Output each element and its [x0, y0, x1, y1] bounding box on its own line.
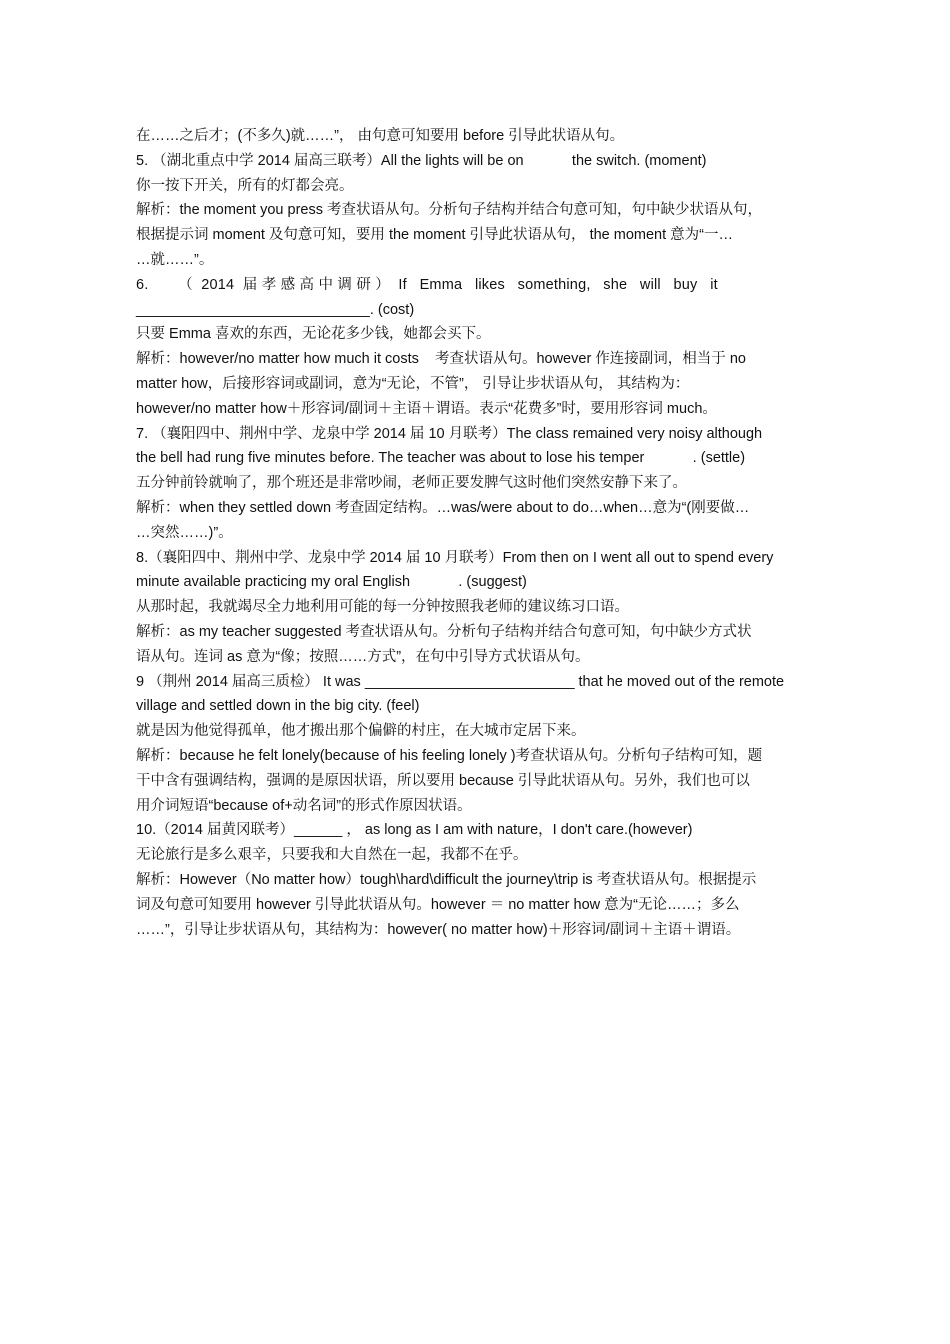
question-7-line: 7. （襄阳四中、荆州中学、龙泉中学 2014 届 10 月联考）The class remained very noisy although [136, 425, 763, 442]
question-10-line: 10.（2014 届黄冈联考）______ ， as long as I am with nature，I don't care.(however) [136, 822, 693, 839]
question-5-line: 5. （湖北重点中学 2014 届高三联考）All the lights will be on the switch. (moment) [136, 152, 707, 169]
text-line: the bell had rung five minutes before. The teacher was about to lose his temper . (settle) [136, 450, 746, 467]
text-line: minute available practicing my oral English . (suggest) [136, 574, 527, 591]
text-line: village and settled down in the big city. (feel) [136, 698, 420, 715]
text-line: 语从句。连词 as 意为“像；按照……方式”，在句中引导方式状语从句。 [136, 648, 590, 665]
text-line: however/no matter how＋形容词/副词＋主语＋谓语。表示“花费多”时，要用形容词 much。 [136, 400, 717, 417]
text-line: 在……之后才；(不多久)就……”， 由句意可知要用 before 引导此状语从句。 [136, 128, 625, 144]
text-line: 从那时起，我就竭尽全力地利用可能的每一分钟按照我老师的建议练习口语。 [136, 599, 629, 616]
text-line: 解析：however/no matter how much it costs 考查状语从句。however 作连接副词，相当于 no [136, 351, 746, 368]
text-line: 用介词短语“because of+动名词”的形式作原因状语。 [136, 797, 472, 814]
document-page [136, 124, 816, 942]
text-line: 无论旅行是多么艰辛，只要我和大自然在一起，我都不在乎。 [136, 847, 528, 864]
text-line: …突然……)”。 [136, 524, 233, 541]
text-line: matter how，后接形容词或副词，意为“无论，不管”， 引导让步状语从句， 其结构为： [136, 375, 690, 392]
question-6-line: 6. （ 2014 届 孝 感 高 中 调 研 ） If Emma likes something, she will buy it [136, 276, 718, 293]
text-line: 根据提示词 moment 及句意可知，要用 the moment 引导此状语从句， the moment 意为“一… [136, 227, 734, 244]
text-line: 你一按下开关，所有的灯都会亮。 [136, 177, 354, 194]
text-line: 解析：However（No matter how）tough\hard\difficult the journey\trip is 考查状语从句。根据提示 [136, 871, 757, 888]
text-line: 解析：as my teacher suggested 考查状语从句。分析句子结构并结合句意可知，句中缺少方式状 [136, 623, 752, 640]
answer-blank-line: _____________________________. (cost) [136, 301, 415, 318]
text-line: ……”，引导让步状语从句，其结构为：however( no matter how)＋形容词/副词＋主语＋谓语。 [136, 921, 741, 938]
question-8-line: 8.（襄阳四中、荆州中学、龙泉中学 2014 届 10 月联考）From then on I went all out to spend every [136, 549, 774, 566]
text-line: 只要 Emma 喜欢的东西，无论花多少钱，她都会买下。 [136, 326, 491, 343]
text-line: 解析：when they settled down 考查固定结构。…was/were about to do…when…意为“(刚要做… [136, 499, 750, 516]
text-line: 词及句意可知要用 however 引导此状语从句。however ＝ no matter how 意为“无论……；多么 [136, 896, 740, 913]
text-line: 五分钟前铃就响了，那个班还是非常吵闹，老师正要发脾气这时他们突然安静下来了。 [136, 475, 687, 492]
text-line: 解析：because he felt lonely(because of his feeling lonely )考查状语从句。分析句子结构可知，题 [136, 747, 763, 764]
text-line: …就……”。 [136, 251, 214, 268]
text-line: 干中含有强调结构，强调的是原因状语，所以要用 because 引导此状语从句。另外，我们也可以 [136, 772, 750, 789]
text-line: 就是因为他觉得孤单，他才搬出那个偏僻的村庄，在大城市定居下来。 [136, 723, 586, 740]
question-9-line: 9 （荆州 2014 届高三质检） It was __________________________ that he moved out of the remote [136, 673, 785, 690]
text-line: 解析：the moment you press 考查状语从句。分析句子结构并结合句意可知，句中缺少状语从句， [136, 202, 762, 219]
